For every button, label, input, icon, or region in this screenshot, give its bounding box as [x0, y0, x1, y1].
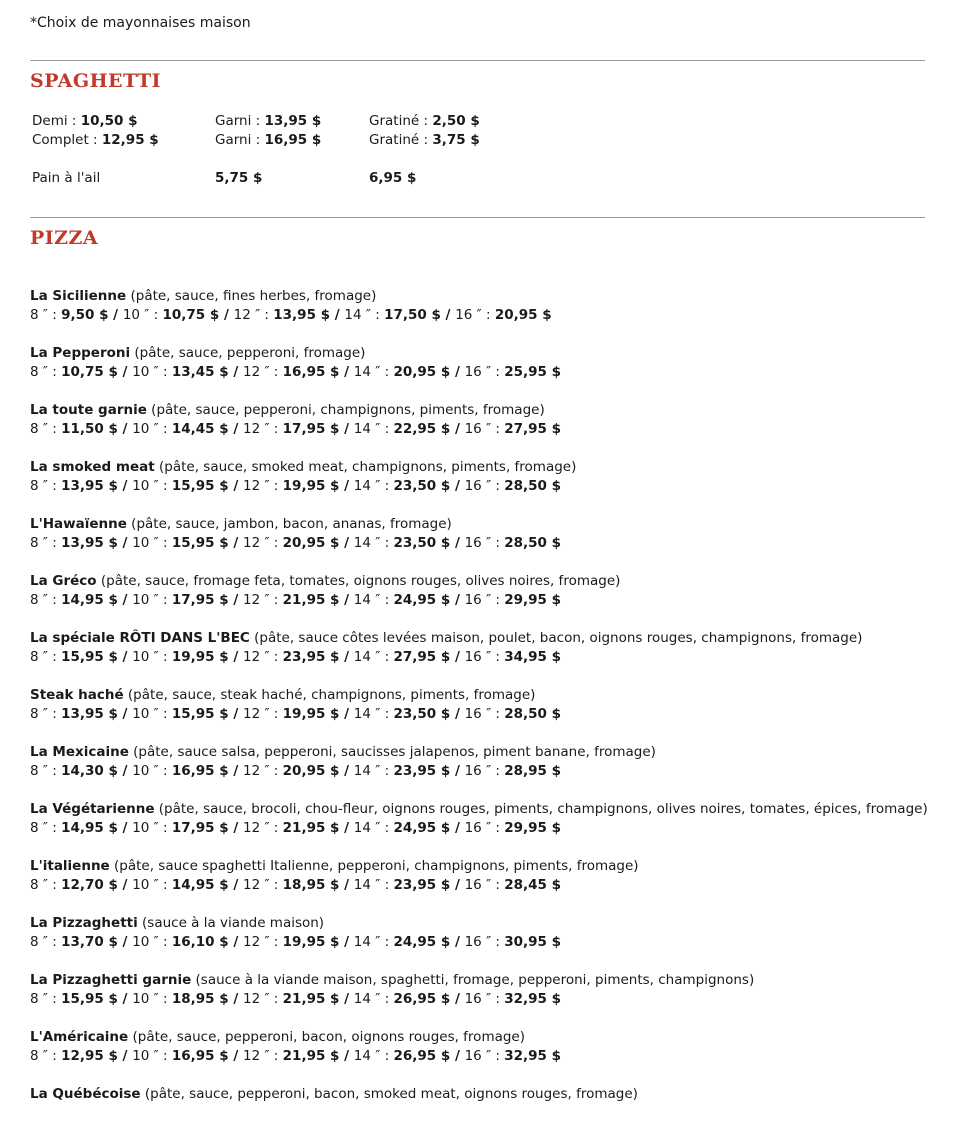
pizza-size-label: 16 ″ :	[464, 364, 505, 380]
pizza-price: 15,95 $	[61, 649, 118, 665]
pizza-heading	[30, 287, 928, 306]
pizza-price: 18,95 $	[282, 877, 340, 893]
pizza-size-label: 10 ″ :	[132, 1048, 172, 1064]
pizza-price: 17,95 $	[171, 820, 229, 836]
pizza-size-label: 10 ″ :	[132, 934, 172, 950]
pizza-price: 26,95 $	[393, 991, 451, 1007]
pizza-price: 12,70 $	[61, 877, 118, 893]
spaghetti-cell: 6,95 $	[369, 170, 417, 186]
pizza-price: 16,95 $	[171, 1048, 229, 1064]
pizza-description: (pâte, sauce, jambon, bacon, ananas, fromage)	[126, 516, 452, 532]
pizza-price: 19,95 $	[282, 478, 340, 494]
price-separator: /	[117, 364, 133, 380]
pizza-price: 20,95 $	[393, 364, 451, 380]
pizza-size-label: 12 ″ :	[243, 364, 283, 380]
price-separator: /	[330, 307, 345, 323]
pizza-price: 21,95 $	[282, 1048, 340, 1064]
pizza-price: 19,95 $	[282, 934, 340, 950]
pizza-heading	[30, 800, 928, 819]
pizza-price: 15,95 $	[61, 991, 118, 1007]
pizza-price: 24,95 $	[393, 592, 451, 608]
pizza-name: La Gréco	[30, 573, 97, 589]
divider	[30, 60, 925, 61]
pizza-price: 19,95 $	[282, 706, 340, 722]
pizza-size-label: 10 ″ :	[132, 649, 172, 665]
pizza-size-label: 14 ″ :	[353, 649, 394, 665]
pizza-size-label: 14 ″ :	[353, 820, 394, 836]
price-separator: /	[339, 535, 354, 551]
pizza-heading	[30, 1085, 928, 1104]
spaghetti-cell: Pain à l'ail	[32, 170, 101, 186]
price-separator: /	[450, 592, 465, 608]
pizza-description: (pâte, sauce, pepperoni, fromage)	[130, 345, 366, 361]
price-separator: /	[117, 877, 133, 893]
price-separator: /	[117, 706, 133, 722]
price-separator: /	[117, 1048, 133, 1064]
spaghetti-cell: 5,75 $	[215, 170, 263, 186]
pizza-size-label: 8 ″ :	[30, 706, 62, 722]
pizza-name: La Mexicaine	[30, 744, 129, 760]
pizza-size-label: 10 ″ :	[132, 535, 172, 551]
pizza-size-label: 16 ″ :	[464, 535, 505, 551]
pizza-size-label: 12 ″ :	[243, 763, 283, 779]
pizza-name: Steak haché	[30, 687, 124, 703]
pizza-size-label: 10 ″ :	[132, 706, 172, 722]
price-separator: /	[117, 535, 133, 551]
pizza-price: 24,95 $	[393, 820, 451, 836]
pizza-price: 27,95 $	[504, 421, 562, 437]
pizza-price: 32,95 $	[504, 991, 562, 1007]
spaghetti-cell: Garni : 13,95 $	[215, 113, 322, 129]
pizza-heading	[30, 344, 928, 363]
pizza-size-label: 12 ″ :	[243, 535, 283, 551]
pizza-price: 14,95 $	[61, 820, 118, 836]
pizza-size-label: 8 ″ :	[30, 763, 62, 779]
pizza-item	[30, 401, 928, 458]
pizza-price: 27,95 $	[393, 649, 451, 665]
divider	[30, 217, 925, 218]
pizza-price: 21,95 $	[282, 820, 340, 836]
pizza-item	[30, 344, 928, 401]
pizza-price: 17,50 $	[384, 307, 441, 323]
spaghetti-cell: Gratiné : 3,75 $	[369, 132, 480, 148]
pizza-prices	[30, 306, 928, 325]
section-title-spaghetti: SPAGHETTI	[30, 70, 162, 92]
pizza-price: 9,50 $	[61, 307, 109, 323]
pizza-size-label: 12 ″ :	[243, 1048, 283, 1064]
price-separator: /	[228, 706, 243, 722]
price-separator: /	[228, 364, 243, 380]
price-separator: /	[108, 307, 123, 323]
pizza-heading	[30, 857, 928, 876]
pizza-price: 16,10 $	[171, 934, 229, 950]
pizza-item	[30, 458, 928, 515]
price-separator: /	[450, 478, 465, 494]
pizza-size-label: 16 ″ :	[464, 877, 505, 893]
pizza-size-label: 8 ″ :	[30, 1048, 62, 1064]
pizza-size-label: 16 ″ :	[464, 706, 505, 722]
pizza-size-label: 10 ″ :	[132, 421, 172, 437]
pizza-size-label: 14 ″ :	[353, 877, 394, 893]
pizza-size-label: 16 ″ :	[455, 307, 495, 323]
price-separator: /	[339, 592, 354, 608]
price-separator: /	[450, 649, 465, 665]
pizza-price: 16,95 $	[171, 763, 229, 779]
price-separator: /	[228, 421, 243, 437]
pizza-description: (pâte, sauce, smoked meat, champignons, piments, fromage)	[154, 459, 577, 475]
pizza-description: (pâte, sauce côtes levées maison, poulet, bacon, oignons rouges, champignons, fromage)	[249, 630, 863, 646]
pizza-prices	[30, 591, 928, 610]
pizza-price: 14,95 $	[171, 877, 229, 893]
pizza-price: 12,95 $	[61, 1048, 118, 1064]
pizza-size-label: 10 ″ :	[132, 877, 172, 893]
pizza-description: (pâte, sauce, fromage feta, tomates, oignons rouges, olives noires, fromage)	[96, 573, 621, 589]
price-separator: /	[339, 820, 354, 836]
pizza-size-label: 14 ″ :	[353, 421, 394, 437]
pizza-price: 29,95 $	[504, 820, 562, 836]
pizza-price: 13,95 $	[61, 706, 118, 722]
pizza-price: 11,50 $	[61, 421, 118, 437]
pizza-prices	[30, 876, 928, 895]
pizza-name: La Pepperoni	[30, 345, 131, 361]
price-separator: /	[219, 307, 234, 323]
price-separator: /	[228, 1048, 243, 1064]
pizza-price: 23,50 $	[393, 478, 451, 494]
pizza-item	[30, 572, 928, 629]
pizza-size-label: 14 ″ :	[353, 535, 394, 551]
pizza-name: La Pizzaghetti garnie	[30, 972, 192, 988]
pizza-price: 21,95 $	[282, 592, 340, 608]
price-separator: /	[228, 877, 243, 893]
pizza-size-label: 12 ″ :	[243, 421, 283, 437]
pizza-name: L'Hawaïenne	[30, 516, 127, 532]
price-separator: /	[450, 763, 465, 779]
pizza-description: (pâte, sauce, brocoli, chou-fleur, oignons rouges, piments, champignons, olives noires, tomates, épices, fromage)	[154, 801, 928, 817]
pizza-item	[30, 629, 928, 686]
price-separator: /	[339, 478, 354, 494]
pizza-size-label: 14 ″ :	[353, 934, 394, 950]
section-title-pizza: PIZZA	[30, 227, 99, 249]
pizza-price: 28,95 $	[504, 763, 562, 779]
pizza-price: 23,95 $	[393, 763, 451, 779]
price-separator: /	[117, 421, 133, 437]
pizza-price: 20,95 $	[494, 307, 552, 323]
price-separator: /	[339, 934, 354, 950]
price-separator: /	[228, 991, 243, 1007]
pizza-prices	[30, 420, 928, 439]
spaghetti-cell: Complet : 12,95 $	[32, 132, 159, 148]
price-separator: /	[339, 364, 354, 380]
pizza-item	[30, 857, 928, 914]
price-separator: /	[339, 421, 354, 437]
pizza-size-label: 14 ″ :	[353, 1048, 394, 1064]
pizza-price: 21,95 $	[282, 991, 340, 1007]
pizza-price: 14,95 $	[61, 592, 118, 608]
price-separator: /	[450, 877, 465, 893]
pizza-heading	[30, 971, 928, 990]
pizza-heading	[30, 572, 928, 591]
mayonnaise-note: *Choix de mayonnaises maison	[30, 15, 251, 31]
pizza-name: La Québécoise	[30, 1086, 141, 1102]
pizza-price: 10,75 $	[162, 307, 220, 323]
pizza-description: (sauce à la viande maison)	[137, 915, 325, 931]
pizza-price: 13,95 $	[61, 478, 118, 494]
pizza-size-label: 8 ″ :	[30, 478, 62, 494]
pizza-name: La smoked meat	[30, 459, 155, 475]
price-separator: /	[450, 364, 465, 380]
price-separator: /	[117, 934, 133, 950]
pizza-price: 20,95 $	[282, 763, 340, 779]
pizza-size-label: 12 ″ :	[243, 649, 283, 665]
pizza-heading	[30, 686, 928, 705]
pizza-price: 32,95 $	[504, 1048, 562, 1064]
pizza-description: (pâte, sauce, pepperoni, bacon, oignons rouges, fromage)	[128, 1029, 526, 1045]
price-separator: /	[450, 820, 465, 836]
pizza-price: 19,95 $	[171, 649, 229, 665]
pizza-item	[30, 743, 928, 800]
pizza-prices	[30, 1047, 928, 1066]
pizza-price: 16,95 $	[282, 364, 340, 380]
pizza-item	[30, 686, 928, 743]
price-separator: /	[450, 535, 465, 551]
pizza-prices	[30, 534, 928, 553]
pizza-price: 30,95 $	[504, 934, 562, 950]
pizza-heading	[30, 743, 928, 762]
price-separator: /	[117, 763, 133, 779]
pizza-size-label: 14 ″ :	[353, 991, 394, 1007]
price-separator: /	[450, 1048, 465, 1064]
pizza-size-label: 12 ″ :	[243, 478, 283, 494]
price-separator: /	[117, 649, 133, 665]
pizza-price: 23,50 $	[393, 535, 451, 551]
pizza-size-label: 14 ″ :	[353, 364, 394, 380]
pizza-price: 34,95 $	[504, 649, 562, 665]
pizza-price: 13,95 $	[61, 535, 118, 551]
spaghetti-cell: Demi : 10,50 $	[32, 113, 138, 129]
pizza-prices	[30, 762, 928, 781]
price-separator: /	[228, 649, 243, 665]
pizza-item	[30, 515, 928, 572]
pizza-size-label: 10 ″ :	[132, 763, 172, 779]
pizza-size-label: 16 ″ :	[464, 991, 505, 1007]
pizza-heading	[30, 629, 928, 648]
pizza-name: La spéciale RÔTI DANS L'BEC	[30, 630, 250, 646]
pizza-size-label: 14 ″ :	[353, 478, 394, 494]
pizza-heading	[30, 1028, 928, 1047]
pizza-size-label: 8 ″ :	[30, 649, 62, 665]
pizza-price: 25,95 $	[504, 364, 562, 380]
price-separator: /	[228, 535, 243, 551]
price-separator: /	[440, 307, 456, 323]
pizza-size-label: 16 ″ :	[464, 478, 505, 494]
spaghetti-cell: Gratiné : 2,50 $	[369, 113, 480, 129]
price-separator: /	[450, 421, 465, 437]
pizza-price: 13,70 $	[61, 934, 118, 950]
pizza-size-label: 8 ″ :	[30, 934, 62, 950]
pizza-prices	[30, 990, 928, 1009]
price-separator: /	[117, 820, 133, 836]
price-separator: /	[339, 763, 354, 779]
price-separator: /	[228, 820, 243, 836]
pizza-size-label: 8 ″ :	[30, 307, 62, 323]
pizza-price: 17,95 $	[282, 421, 340, 437]
pizza-size-label: 12 ″ :	[243, 934, 283, 950]
pizza-item	[30, 800, 928, 857]
pizza-price: 14,45 $	[171, 421, 229, 437]
pizza-size-label: 12 ″ :	[243, 592, 283, 608]
price-separator: /	[339, 649, 354, 665]
pizza-prices	[30, 705, 928, 724]
pizza-prices	[30, 933, 928, 952]
pizza-size-label: 12 ″ :	[243, 877, 283, 893]
pizza-item	[30, 971, 928, 1028]
pizza-price: 28,50 $	[504, 706, 562, 722]
pizza-size-label: 16 ″ :	[464, 934, 505, 950]
pizza-size-label: 8 ″ :	[30, 364, 62, 380]
pizza-name: La toute garnie	[30, 402, 147, 418]
price-separator: /	[228, 592, 243, 608]
pizza-description: (pâte, sauce, pepperoni, champignons, piments, fromage)	[146, 402, 545, 418]
pizza-size-label: 8 ″ :	[30, 877, 62, 893]
pizza-price: 29,95 $	[504, 592, 562, 608]
price-separator: /	[339, 706, 354, 722]
pizza-size-label: 8 ″ :	[30, 535, 62, 551]
pizza-heading	[30, 914, 928, 933]
price-separator: /	[117, 991, 133, 1007]
pizza-item	[30, 287, 928, 344]
pizza-size-label: 14 ″ :	[353, 706, 394, 722]
pizza-name: La Pizzaghetti	[30, 915, 138, 931]
pizza-price: 23,50 $	[393, 706, 451, 722]
pizza-size-label: 16 ″ :	[464, 592, 505, 608]
pizza-size-label: 8 ″ :	[30, 991, 62, 1007]
price-separator: /	[228, 478, 243, 494]
pizza-size-label: 10 ″ :	[132, 364, 172, 380]
pizza-size-label: 12 ″ :	[243, 820, 283, 836]
pizza-description: (sauce à la viande maison, spaghetti, fromage, pepperoni, piments, champignons)	[191, 972, 755, 988]
pizza-price: 13,95 $	[273, 307, 331, 323]
pizza-size-label: 16 ″ :	[464, 1048, 505, 1064]
pizza-price: 28,50 $	[504, 478, 562, 494]
pizza-size-label: 16 ″ :	[464, 820, 505, 836]
pizza-size-label: 8 ″ :	[30, 421, 62, 437]
pizza-name: La Sicilienne	[30, 288, 127, 304]
price-separator: /	[339, 1048, 354, 1064]
price-separator: /	[339, 877, 354, 893]
pizza-size-label: 14 ″ :	[353, 763, 394, 779]
pizza-size-label: 12 ″ :	[243, 991, 283, 1007]
pizza-heading	[30, 401, 928, 420]
pizza-price: 28,50 $	[504, 535, 562, 551]
pizza-heading	[30, 458, 928, 477]
pizza-heading	[30, 515, 928, 534]
pizza-price: 14,30 $	[61, 763, 118, 779]
pizza-price: 28,45 $	[504, 877, 562, 893]
price-separator: /	[450, 991, 465, 1007]
pizza-name: La Végétarienne	[30, 801, 155, 817]
price-separator: /	[228, 763, 243, 779]
pizza-price: 15,95 $	[171, 706, 229, 722]
price-separator: /	[450, 934, 465, 950]
pizza-size-label: 10 ″ :	[132, 991, 172, 1007]
pizza-prices	[30, 477, 928, 496]
pizza-price: 17,95 $	[171, 592, 229, 608]
pizza-size-label: 8 ″ :	[30, 592, 62, 608]
pizza-name: L'italienne	[30, 858, 110, 874]
pizza-size-label: 8 ″ :	[30, 820, 62, 836]
pizza-prices	[30, 363, 928, 382]
pizza-size-label: 10 ″ :	[132, 478, 172, 494]
pizza-price: 20,95 $	[282, 535, 340, 551]
pizza-description: (pâte, sauce, steak haché, champignons, piments, fromage)	[123, 687, 536, 703]
price-separator: /	[117, 592, 133, 608]
pizza-size-label: 10 ″ :	[132, 820, 172, 836]
pizza-name: L'Américaine	[30, 1029, 129, 1045]
pizza-price: 15,95 $	[171, 478, 229, 494]
pizza-size-label: 16 ″ :	[464, 421, 505, 437]
pizza-prices	[30, 648, 928, 667]
pizza-description: (pâte, sauce salsa, pepperoni, saucisses jalapenos, piment banane, fromage)	[128, 744, 656, 760]
pizza-item	[30, 914, 928, 971]
pizza-size-label: 14 ″ :	[353, 592, 394, 608]
pizza-price: 15,95 $	[171, 535, 229, 551]
pizza-size-label: 10 ″ :	[132, 592, 172, 608]
spaghetti-cell: Garni : 16,95 $	[215, 132, 322, 148]
price-separator: /	[228, 934, 243, 950]
pizza-size-label: 12 ″ :	[243, 706, 283, 722]
pizza-description: (pâte, sauce spaghetti Italienne, pepperoni, champignons, piments, fromage)	[109, 858, 639, 874]
pizza-price: 13,45 $	[171, 364, 229, 380]
pizza-price: 24,95 $	[393, 934, 451, 950]
pizza-description: (pâte, sauce, pepperoni, bacon, smoked meat, oignons rouges, fromage)	[140, 1086, 638, 1102]
pizza-price: 23,95 $	[393, 877, 451, 893]
price-separator: /	[450, 706, 465, 722]
pizza-size-label: 10 ″ :	[122, 307, 163, 323]
pizza-size-label: 12 ″ :	[233, 307, 274, 323]
pizza-price: 22,95 $	[393, 421, 451, 437]
price-separator: /	[339, 991, 354, 1007]
pizza-item	[30, 1028, 928, 1085]
pizza-price: 23,95 $	[282, 649, 340, 665]
pizza-item	[30, 1085, 928, 1142]
pizza-description: (pâte, sauce, fines herbes, fromage)	[126, 288, 377, 304]
pizza-prices	[30, 819, 928, 838]
pizza-size-label: 14 ″ :	[344, 307, 385, 323]
pizza-price: 26,95 $	[393, 1048, 451, 1064]
pizza-price: 18,95 $	[171, 991, 229, 1007]
price-separator: /	[117, 478, 133, 494]
pizza-price: 10,75 $	[61, 364, 118, 380]
pizza-size-label: 16 ″ :	[464, 763, 505, 779]
pizza-list	[30, 287, 928, 1142]
pizza-size-label: 16 ″ :	[464, 649, 505, 665]
